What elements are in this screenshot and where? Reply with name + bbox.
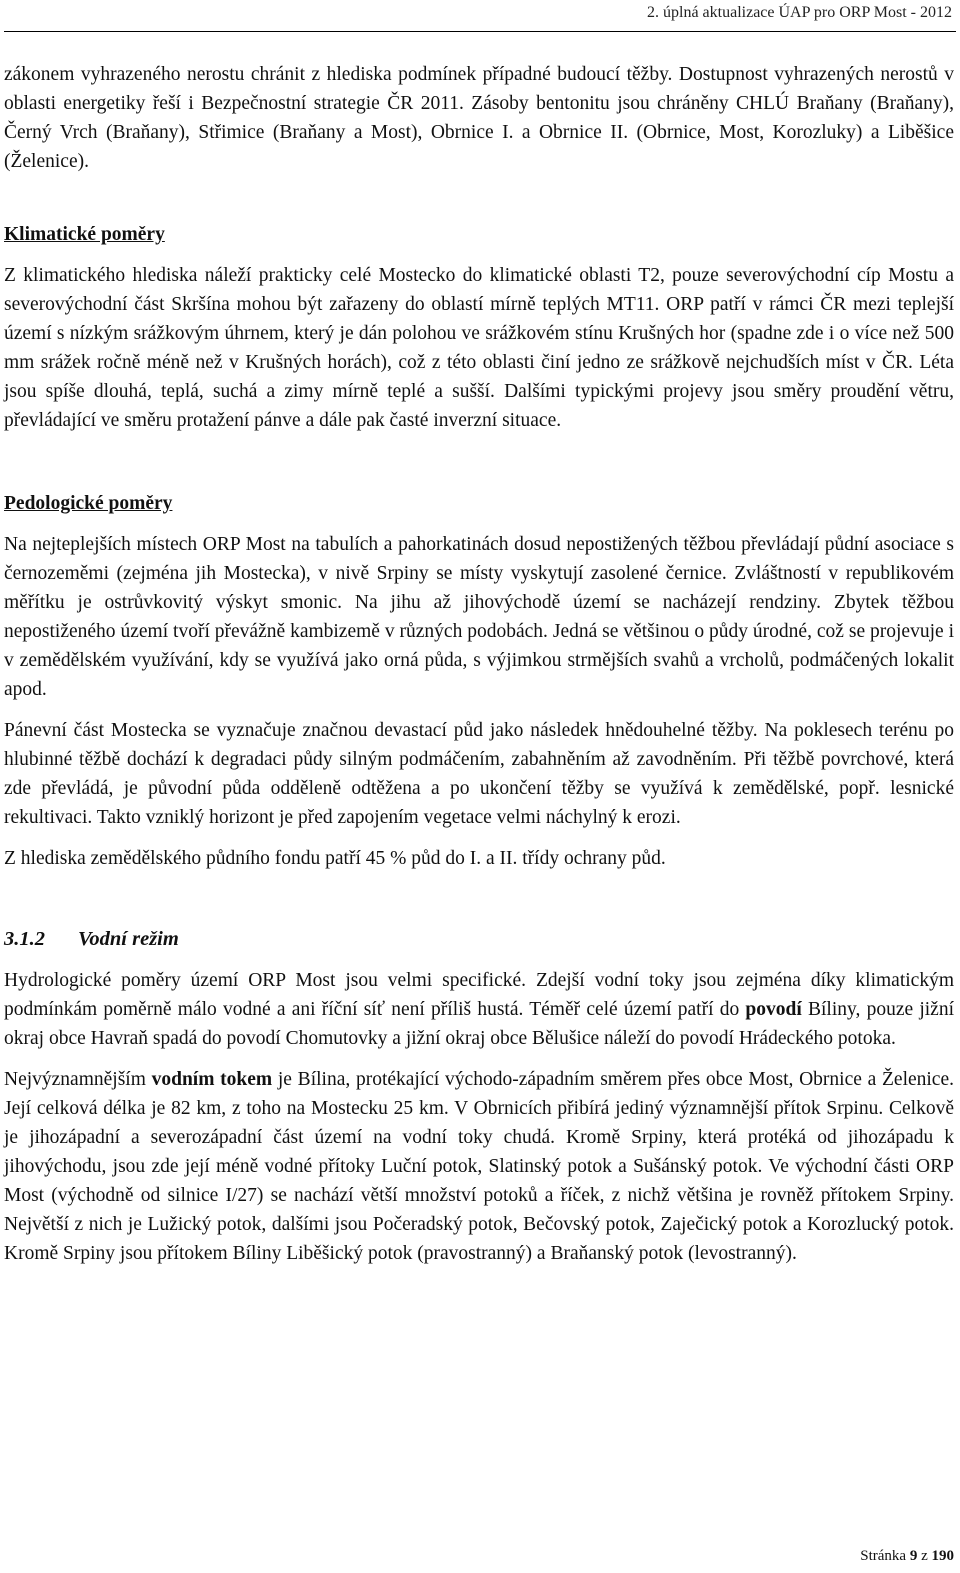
page-footer [860,1548,954,1565]
pedologicke-paragraph-3: Z hlediska zemědělského půdního fondu patří 45 % půd do I. a II. třídy ochrany půd. [4,848,666,869]
header-rule [4,31,956,32]
emphasis-povodi: povodí [745,999,802,1020]
page-of: z [921,1548,928,1564]
page-total: 190 [931,1548,954,1564]
klimaticke-paragraph: Z klimatického hlediska náleží prakticky celé Mostecko do klimatické oblasti T2, pouze severovýchodní cíp Mostu a severovýchodní část Skršína mohou být zařazeny do oblastí mírně teplých MT11. ORP patří v rámci ČR mezi teplejší území s nízkým srážkovým úhrnem, který je dán polohou ve srážkovém stínu Krušných hor (spadne zde i o více než 500 mm srážek ročně méně než v Krušných horách), což z této oblasti činí jedno ze srážkově nejchudších míst v ČR. Léta jsou spíše dlouhá, teplá, suchá a zimy mírně teplé a sušší. Dalšími typickými projevy jsou směry proudění větru, převládající ve směru protažení pánve a dále pak časté inverzní situace. [4,265,954,431]
section-heading-pedologicke: Pedologické poměry [4,493,173,514]
emphasis-vodnim-tokem: vodním tokem [151,1069,273,1090]
vodni-paragraph-1 [4,966,954,1053]
page-number: 9 [909,1548,918,1564]
intro-paragraph: zákonem vyhrazeného nerostu chránit z hlediska podmínek případné budoucí těžby. Dostupnost vyhrazených nerostů v oblasti energetiky řeší i Bezpečnostní strategie ČR 2011. Zásoby bentonitu jsou chráněny CHLÚ Braňany (Braňany), Černý Vrch (Braňany), Střimice (Braňany a Most), Obrnice I. a Obrnice II. (Obrnice, Most, Korozluky) a Liběšice (Želenice). [4,64,954,172]
text-run: Nejvýznamnějším [4,1069,152,1090]
vodni-paragraph-2 [4,1065,954,1268]
page-label: Stránka [860,1548,907,1564]
subsection-heading-vodni-rezim [4,925,954,954]
text-run: je Bílina, protékající východo-západním směrem přes obce Most, Obrnice a Želenice. Její celková délka je 82 km, z toho na Mostecku 25 km. V Obrnicích přibírá jediný významnější přítok Srpinu. Celkově je jihozápadní a severozápadní část území na vodní toky chudá. Kromě Srpiny, která protéká od jihozápadu k jihovýchodu, jsou zde její méně vodné přítoky Luční potok, Slatinský potok a Sušánský potok. Ve východní části ORP Most (východně od silnice I/27) se nachází větší množství potoků a říček, z nichž většina je rovněž přítokem Srpiny. Největší z nich je Lužický potok, dalšími jsou Počeradský potok, Bečovský potok, Zaječický potok a Korozlucký potok. Kromě Srpiny jsou přítokem Bíliny Liběšický potok (pravostranný) a Braňanský potok (levostranný). [4,1069,954,1264]
subsection-number: 3.1.2 [4,928,45,950]
text-run: Bíliny, pouze jižní okraj obce Havraň spadá do povodí Chomutovky a jižní okraj obce Bělušice náleží do povodí Hrádeckého potoka. [4,999,954,1049]
running-header: 2. úplná aktualizace ÚAP pro ORP Most - 2012 [647,4,952,21]
pedologicke-paragraph-1: Na nejteplejších místech ORP Most na tabulích a pahorkatinách dosud nepostižených těžbou převládají půdní asociace s černozeměmi (zejména jih Mostecka), v nivě Srpiny se místy vyskytují zasolené černice. Zvláštností v republikovém měřítku je ostrůvkovitý výskyt smonic. Na jihu až jihovýchodě území se nacházejí rendziny. Zbytek těžbou nepostiženého území tvoří převážně kambizemě v různých podobách. Jedná se většinou o půdy úrodné, což se projevuje i v zemědělském využívání, kdy se využívá jako orná půda, s výjimkou strmějších svahů a vrcholů, podmáčených lokalit apod. [4,534,954,700]
document-body [4,60,954,1268]
section-heading-klimaticke: Klimatické poměry [4,224,165,245]
pedologicke-paragraph-2: Pánevní část Mostecka se vyznačuje značnou devastací půd jako následek hnědouhelné těžby. Na poklesech terénu po hlubinné těžbě dochází k degradaci půdy silným podmáčením, zabahněním až zavodněním. Při těžbě povrchové, která zde převládá, je původní půda odděleně odtěžena a po ukončení těžby se využívá k zemědělské, popř. lesnické rekultivaci. Takto vzniklý horizont je před zapojením vegetace velmi náchylný k erozi. [4,720,954,828]
text-run: Hydrologické poměry území ORP Most jsou velmi specifické. Zdejší vodní toky jsou zejména díky klimatickým podmínkám poměrně málo vodné a ani říční síť není příliš hustá. Téměř celé území patří do [4,970,954,1020]
subsection-title: Vodní režim [78,928,179,950]
